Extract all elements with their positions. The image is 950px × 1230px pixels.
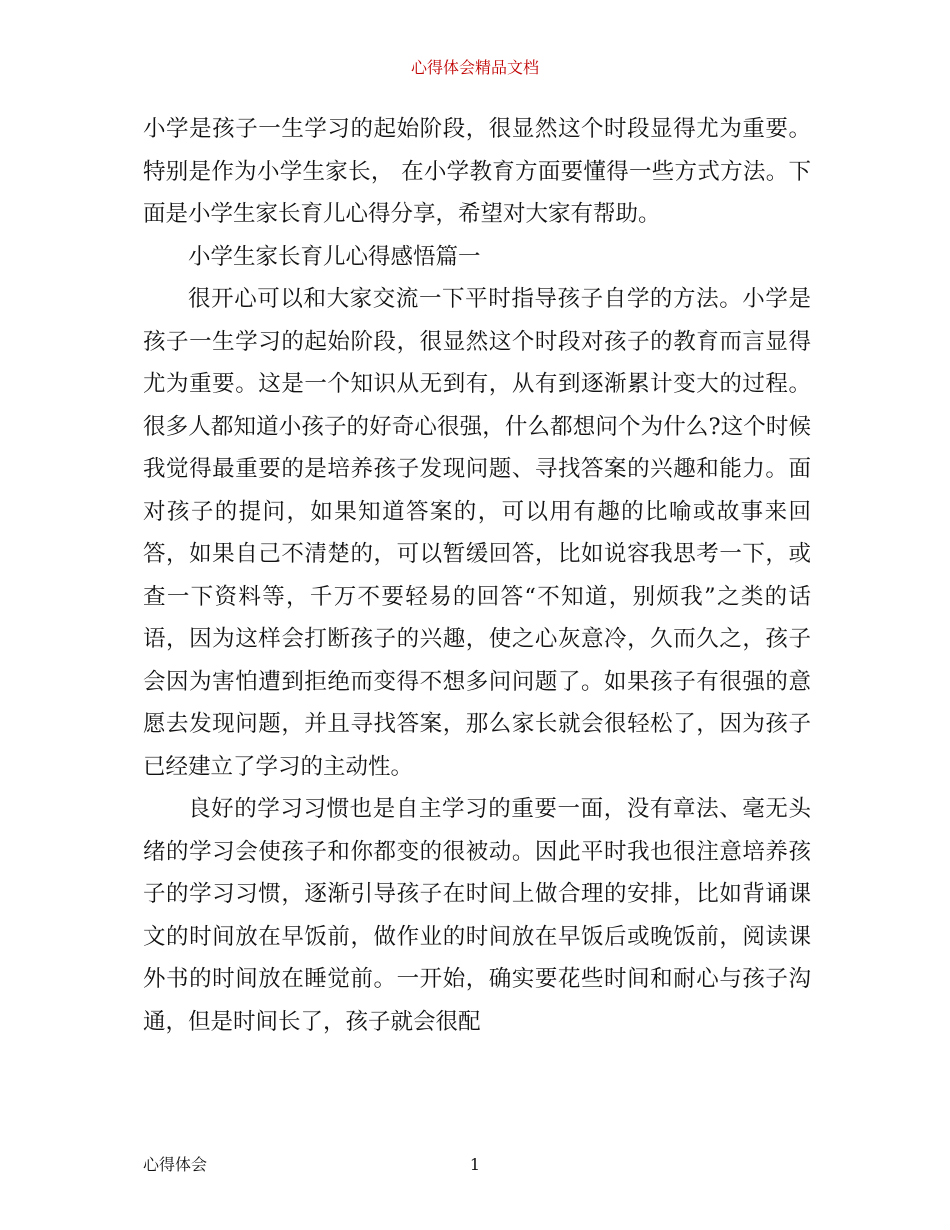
body-paragraph-1: 很开心可以和大家交流一下平时指导孩子自学的方法。小学是孩子一生学习的起始阶段，很显然这个时段对孩子的教育而言显得尤为重要。这是一个知识从无到有，从有到逐渐累计变大的过程。很多人都知道小孩子的好奇心很强，什么都想问个为什么?这个时候我觉得最重要的是培养孩子发现问题、寻找答案的兴趣和能力。面对孩子的提问，如果知道答案的，可以用有趣的比喻或故事来回答，如果自己不清楚的，可以暂缓回答，比如说容我思考一下，或查一下资料等，千万不要轻易的回答“不知道，别烦我”之类的话语，因为这样会打断孩子的兴趣，使之心灰意冷，久而久之，孩子会因为害怕遭到拒绝而变得不想多问问题了。如果孩子有很强的意愿去发现问题，并且寻找答案，那么家长就会很轻松了，因为孩子已经建立了学习的主动性。 bbox=[143, 286, 811, 780]
body-paragraph-2: 良好的学习习惯也是自主学习的重要一面，没有章法、毫无头绪的学习会使孩子和你都变的很被动。因此平时我也很注意培养孩子的学习习惯，逐渐引导孩子在时间上做合理的安排，比如背诵课文的时间放在早饭前，做作业的时间放在早饭后或晚饭前，阅读课外书的时间放在睡觉前。一开始，确实要花些时间和耐心与孩子沟通，但是时间长了，孩子就会很配 bbox=[143, 796, 811, 1035]
footer-label: 心得体会 bbox=[143, 1155, 208, 1174]
section-title: 小学生家长育儿心得感悟篇一 bbox=[188, 243, 481, 270]
page-number: 1 bbox=[469, 1155, 481, 1174]
intro-paragraph: 小学是孩子一生学习的起始阶段，很显然这个时段显得尤为重要。特别是作为小学生家长， 在小学教育方面要懂得一些方式方法。下面是小学生家长育儿心得分享，希望对大家有帮助。 bbox=[143, 116, 811, 227]
document-body bbox=[143, 108, 811, 1043]
document-header-title: 心得体会精品文档 bbox=[410, 58, 539, 77]
